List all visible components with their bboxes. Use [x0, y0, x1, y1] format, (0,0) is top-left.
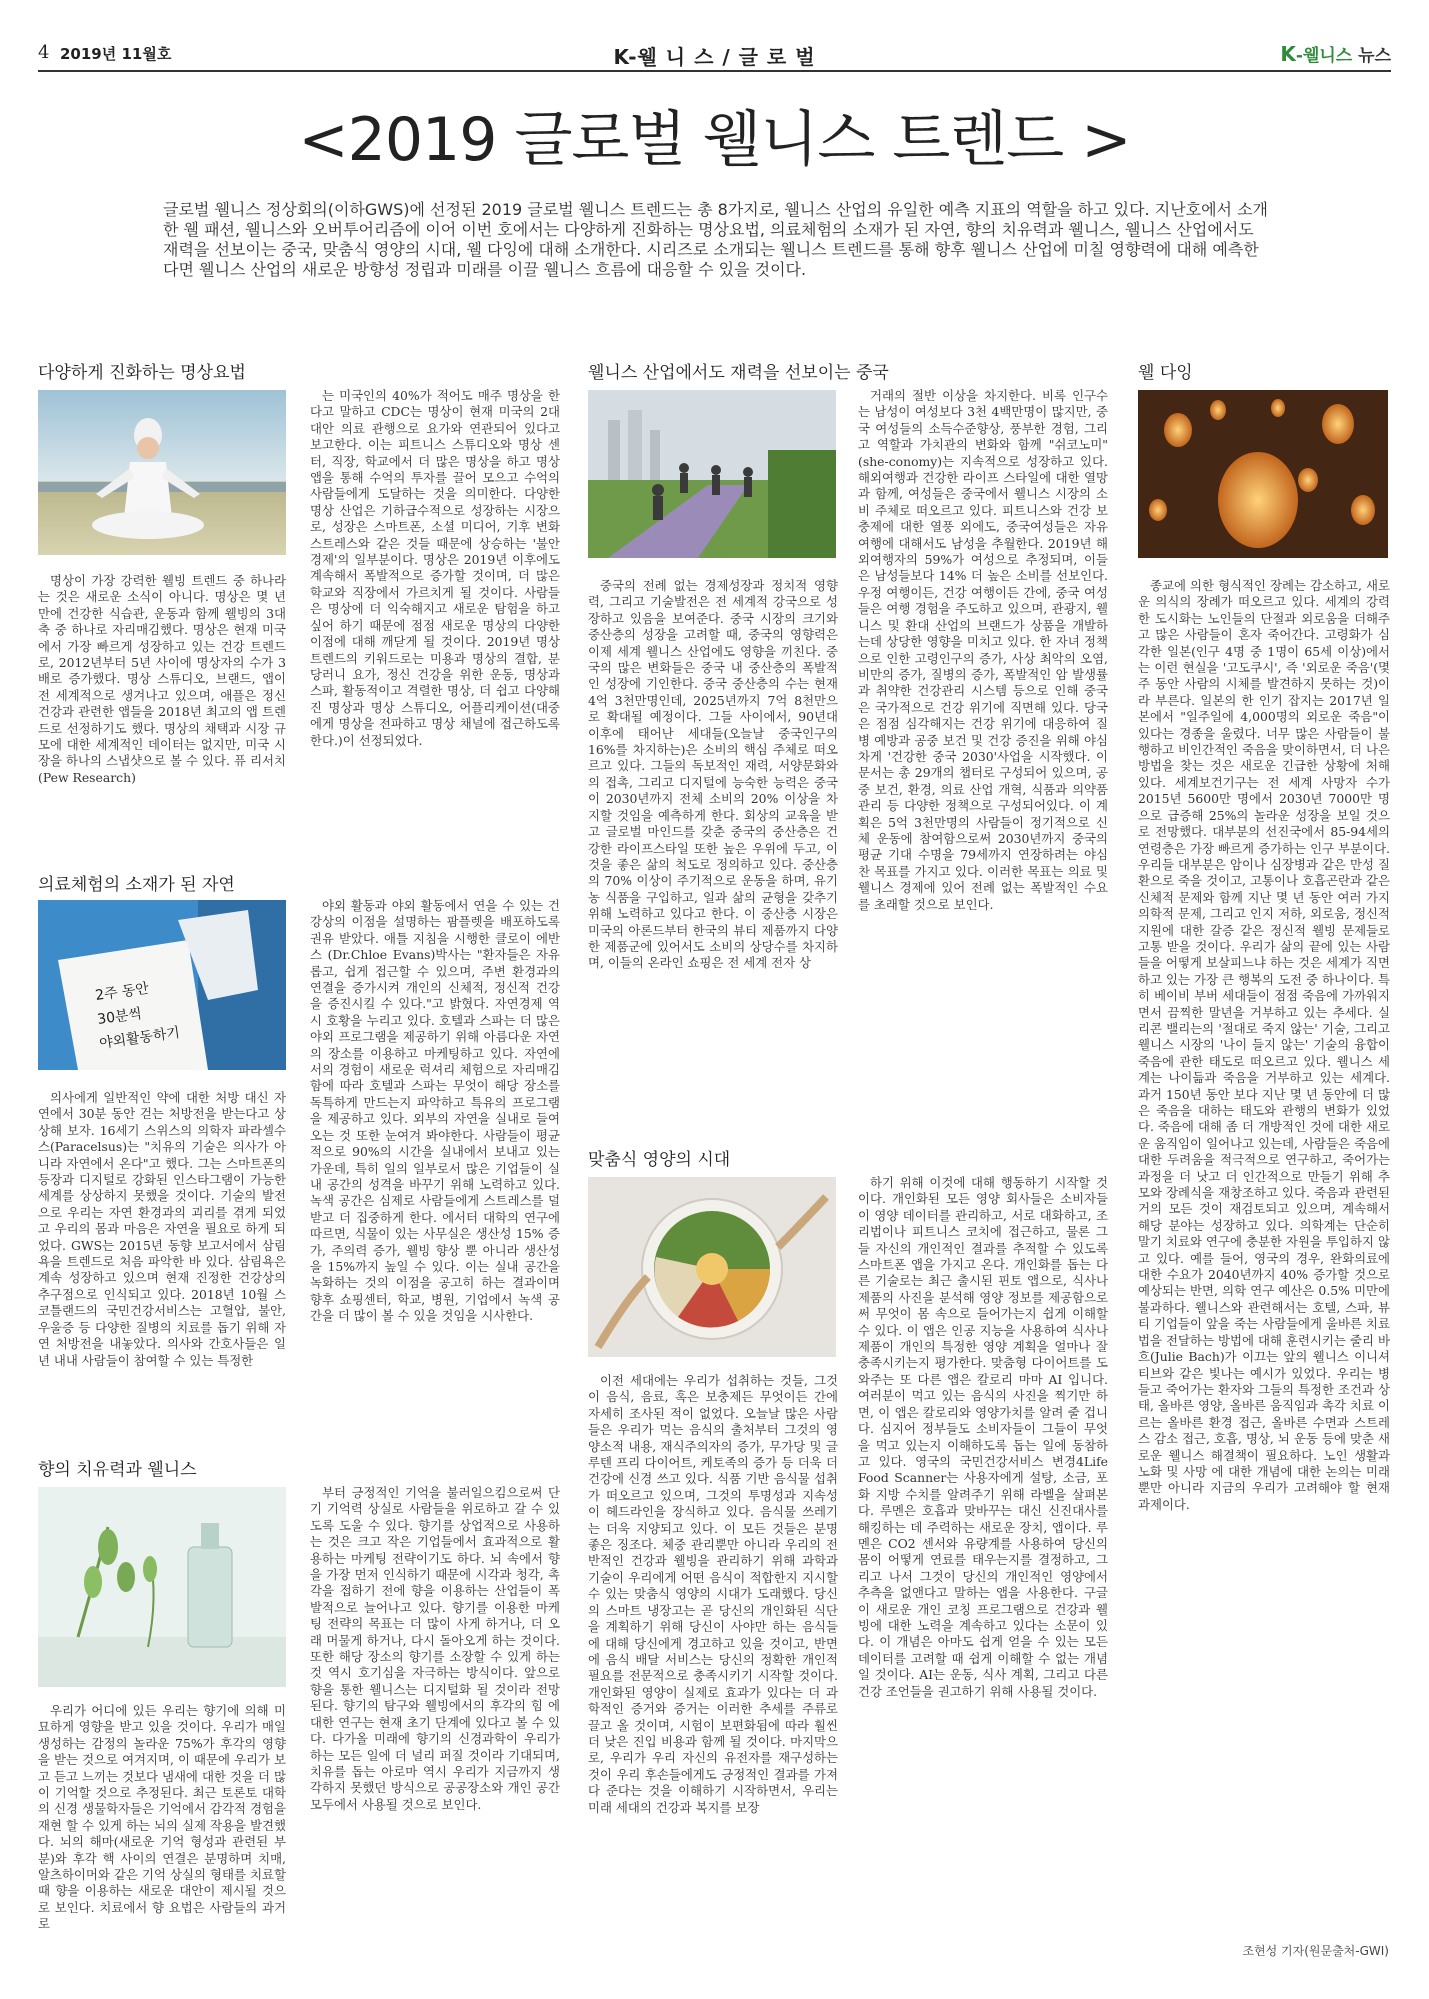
heading-meditation: 다양하게 진화하는 명상요법 — [38, 363, 246, 383]
aroma-bottle-photo — [38, 1487, 286, 1687]
page-header — [38, 38, 1391, 72]
page-number: 4 — [38, 42, 50, 63]
heading-scent: 향의 치유력과 웰니스 — [38, 1460, 197, 1480]
china-paragraph-1: 중국의 전례 없는 경제성장과 정치적 영향력, 그리고 기술발전은 전 세계적 강국으로 성장하고 있음을 보여준다. 중국 시장의 크기와 중산층의 성장을 고려할 때, 중국의 영향력은 이제 세계 웰니스 산업에도 영향을 끼친다. 중국의 많은 변화들은 중국 내 중산층의 폭발적인 성장에 기인한다. 중국 중산층의 수는 현재 4억 3천만명인데, 2025년까지 7억 8천만으로 확대될 예정이다. 그들 사이에서, 90년대 이후에 태어난 세대들(오늘날 중국인구의 16%를 차지하는)은 소비의 핵심 주체로 떠오르고 있다. 그들의 독보적인 재력, 서양문화와의 접촉, 그리고 디지털에 능숙한 능력은 중국이 2030년까지 전체 소비의 20% 이상을 차지할 것임을 예측하게 한다. 회상의 교육을 받고 글로벌 마인드를 갖춘 중국의 중산층은 건강한 라이프스타일 또한 높은 우위에 두고, 이것을 좋은 삶의 척도로 정의하고 있다. 중산층의 70% 이상이 주기적으로 운동을 하며, 유기농 식품을 구입하고, 일과 삶의 균형을 갖추기 위해 노력하고 있다고 한다. 이 중산층 시장은 미국의 아론드부터 한국의 뷰티 제품까지 다양한 제품군에 있어서도 소비의 상당수를 차지하며, 이들의 온라인 쇼핑은 전 세계 전자 상 — [588, 578, 838, 971]
issue-date: 2019년 11월호 — [60, 45, 172, 63]
heading-china: 웰니스 산업에서도 재력을 선보이는 중국 — [588, 363, 889, 383]
nature-paragraph-2: 야외 활동과 야외 활동에서 연을 수 있는 건강상의 이점을 설명하는 팜플렛을 배포하도록 권유 받았다. 애틀 지침을 시행한 클로이 에반스 (Dr.Chloe Evans)박사는 "환자들은 자유롭고, 쉽게 접근할 수 있으며, 주변 환경과의 연결을 증가시켜 개인의 신체적, 정신적 건강을 증진시킬 수 있다."고 밝혔다. 자연경제 역시 호황을 누리고 있다. 호텔과 스파는 더 많은 야외 프로그램을 제공하기 위해 아름다운 자연의 장소를 이용하고 마케팅하고 있다. 자연에서의 경험이 새로운 럭셔리 체험으로 자리매김함에 따라 호텔과 스파는 무엇이 해당 장소를 독특하게 만드는지 파악하고 특유의 프로그램을 제공하고 있다. 외부의 자연을 실내로 들여오는 것 또한 눈여겨 봐야한다. 사람들이 평균적으로 90%의 시간을 실내에서 보내고 있는 가운데, 특히 일의 일부로서 많은 기업들이 실내 공간의 성격을 바꾸기 위해 노력하고 있다. 녹색 공간은 심제로 사람들에게 스트레스를 덜 받고 더 집중하게 한다. 에서터 대학의 연구에 따르면, 식물이 있는 사무실은 생산성 15% 증가, 주의력 증가, 웰빙 향상 뿐 아니라 생산성을 15%까지 높일 수 있다. 이는 실내 공간을 녹화하는 것의 이점을 공고히 하는 결과이며 향후 쇼핑센터, 학교, 병원, 기업에서 녹색 공간을 더 많이 볼 수 있을 것임을 시사한다. — [310, 898, 560, 1324]
well-dying-text — [1138, 578, 1390, 1913]
scent-paragraph-1: 우리가 어디에 있든 우리는 향기에 의해 미묘하게 영향을 받고 있을 것이다. 우리가 매일 생성하는 감정의 놀라운 75%가 후각의 영향을 받는 것으로 여겨지며, 이 때문에 우리가 보고 듣고 느끼는 것보다 냄새에 대한 것을 더 많이 기억할 것으로 추정된다. 최근 토론토 대학의 신경 생물학자들은 기억에서 감각적 경험을 재현 할 수 있게 하는 뇌의 실제 작용을 발견했다. 뇌의 해마(새로운 기억 형성과 관련된 부분)와 후각 핵 사이의 연결은 분명하며 치매, 알츠하이머와 같은 기억 상실의 형태를 치료할 때 향을 이용하는 새로운 대안이 제시될 것으로 보인다. 치료에서 향 요법은 사람들의 과거로 — [38, 1703, 286, 1932]
note-line-2: 30분씩 — [96, 1005, 143, 1028]
heading-nature: 의료체험의 소재가 된 자연 — [38, 875, 235, 895]
nutrition-paragraph-2: 하기 위해 이것에 대해 행동하기 시작할 것이다. 개인화된 모든 영양 회사들은 소비자들이 영양 데이터를 관리하고, 서로 대화하고, 조리법이나 피트니스 코치에 접근하고, 물론 그들 자신의 개인적인 결과를 추적할 수 있도록 스마트폰 앱을 가지고 온다. 개인화를 돕는 다른 기술로는 최근 출시된 핀토 앱으로, 식사나 제품의 사진을 분석해 영양 정보를 제공함으로써 무엇이 몸 속으로 들어가는지 쉽게 이해할 수 있다. 이 앱은 인공 지능을 사용하여 식사나 제품이 개인의 특정한 영양 계획을 얼마나 잘 충족시키는지 평가한다. 맞춤형 다이어트를 도와주는 또 다른 앱은 칼로리 마마 AI 입니다. 여러분이 먹고 있는 음식의 사진을 찍기만 하면, 이 앱은 칼로리와 영양가치를 알려 줄 겁니다. 심지어 정부들도 소비자들이 그들이 무엇을 먹고 있는지 이해하도록 돕는 일에 동참하고 있다. 영국의 국민건강서비스 변경4Life Food Scanner는 사용자에게 설탕, 소금, 포화 지방 수치를 알려주기 위해 라벨을 살펴본다. 루멘은 호흡과 맞바꾸는 대신 신진대사를 해킹하는 데 주력하는 새로운 장치, 앱이다. 루멘은 CO2 센서와 유량계를 사용하여 당신의 몸이 어떻게 연료를 태우는지를 결정하고, 그리고 나서 그것이 당신의 개인적인 영양에서 추측을 없앤다고 말하는 앱을 사용한다. 구글이 새로운 개인 코칭 프로그램으로 건강과 웰빙에 대한 노력을 계속하고 있다는 소문이 있다. 이 개념은 아마도 쉽게 얻을 수 있는 모든 데이터를 고려할 때 쉽게 이해할 수 없는 개념일 것이다. AI는 운동, 식사 계획, 그리고 다른 건강 조언들을 권고하기 위해 사용될 것이다. — [858, 1175, 1108, 1699]
meditation-text-col2 — [310, 388, 560, 833]
scent-text-col1 — [38, 1703, 286, 1965]
china-paragraph-2: 거래의 절반 이상을 차지한다. 비록 인구수는 남성이 여성보다 3천 4백만명이 많지만, 중국 여성들의 소득수준향상, 풍부한 경험, 그리고 역할과 가치관의 변화와 함께 "쉬코노미"(she-conomy)는 지속적으로 성장하고 있다. 해외여행과 건강한 라이프 스타일에 대한 열망과 함께, 여성들은 중국에서 웰니스 시장의 소비 주체로 떠오르고 있다. 피트니스와 건강 보충제에 대한 열풍 외에도, 중국여성들은 자유여행에 대해서도 남성을 추월한다. 2019년 해외여행자의 59%가 여성으로 추정되며, 이들은 남성들보다 14% 더 높은 소비를 선보인다. 우정 여행이든, 건강 여행이든 간에, 중국 여성들은 여행 경험을 주도하고 있으며, 관광지, 웰니스 및 환대 산업의 브랜드가 상품을 개발하는데 상당한 영향을 미치고 있다. 한 자녀 정책으로 인한 고령인구의 증가, 사상 최악의 오염, 비만의 증가, 질병의 증가, 폭발적인 암 발생률과 취약한 건강관리 시스템 등으로 인해 중국은 국가적으로 건강 위기에 직면해 있다. 당국은 점점 심각해지는 건강 위기에 대응하여 질병 예방과 공중 보건 및 건강 증진을 위해 야심차게 '건강한 중국 2030'사업을 시작했다. 이 문서는 총 29개의 챕터로 구성되어 있으며, 공중 보건, 환경, 의료 산업 개혁, 식품과 의약품 관리 등 다양한 정책으로 구성되어있다. 이 계획은 5억 3천만명의 사람들이 정기적으로 신체 운동에 참여함으로써 2030년까지 중국의 평균 기대 수명을 79세까지 연장하려는 야심찬 목표를 가지고 있다. 이러한 목표는 의료 및 웰니스 경제에 있어 전례 없는 폭발적인 수요를 초래할 것으로 보인다. — [858, 388, 1108, 912]
heading-nutrition: 맞춤식 영양의 시대 — [588, 1150, 731, 1170]
section-title: K-웰 니 스 / 글 로 벌 — [613, 45, 816, 69]
meditation-text-col1 — [38, 573, 286, 831]
page-title: <2019 글로벌 웰니스 트렌드 > — [298, 105, 1131, 175]
nutrition-paragraph-1: 이전 세대에는 우리가 섭취하는 것들, 그것이 음식, 음료, 혹은 보충제든 무엇이든 간에 자세히 조사된 적이 없었다. 오늘날 많은 사람들은 우리가 먹는 음식의 출처부터 그것의 영양소적 내용, 재식주의자의 증가, 무가당 및 글루텐 프리 다이어트, 케토족의 증가 등 더욱 더 건강에 신경 쓰고 있다. 식품 기반 음식물 섭취가 떠오르고 있으며, 그것의 투명성과 지속성이 헤드라인을 장식하고 있다. 음식물 쓰레기는 더욱 지양되고 있다. 이 모든 것들은 분명 좋은 징조다. 체중 관리뿐만 아니라 우리의 전반적인 건강과 웰빙을 관리하기 위해 과학과 기술이 우리에게 어떤 음식이 적합한지 지시할 수 있는 맞춤식 영양의 시대가 도래했다. 당신의 스마트 냉장고는 곧 당신의 개인화된 식단을 계획하기 위해 당신이 사야만 하는 음식들에 대해 당신에게 경고하고 있을 것이고, 반면에 음식 배달 서비스는 당신의 정확한 개인적 필요를 전문적으로 충족시키기 시작할 것이다. 개인화된 영양이 실제로 효과가 있다는 더 과학적인 증거와 증거는 이러한 추세를 주류로 끌고 올 것이며, 시험이 보편화됨에 따라 훨씬 더 낮은 진입 비용과 함께 될 것이다. 마지막으로, 우리가 우리 자신의 유전자를 재구성하는 것이 우리 후손들에게도 긍정적인 결과를 가져다 준다는 것을 이해하기 시작하면서, 우리는 미래 세대의 건강과 복지를 보장 — [588, 1373, 838, 1815]
nature-paragraph-1: 의사에게 일반적인 약에 대한 처방 대신 자연에서 30분 동안 걷는 처방전을 받는다고 상상해 보자. 16세기 스위스의 의학자 파라셀수스(Paracelsus)는 "치유의 기술은 의사가 아니라 자연에서 온다"고 했다. 그는 스마트폰의 등장과 디지털로 강화된 인스타그램이 가능한 세계를 상상하지 못했을 것이다. 기술의 발전으로 우리는 자연 환경과의 괴리를 겪게 되었고 우리의 몸과 마음은 자연을 필요로 하게 되었다. GWS는 2015년 동향 보고서에서 삼림욕을 트렌드로 처음 파악한 바 있다. 삼림욕은 계속 성장하고 있으며 현재 진정한 건강상의 추구점으로 인식되고 있다. 2018년 10월 스코틀랜드의 국민건강서비스는 고혈압, 불안, 우울증 등 다양한 질병의 치료를 돕기 위해 자연 처방전을 내놓았다. 의사와 간호사들은 일 년 내내 사람들이 참여할 수 있는 특정한 — [38, 1090, 286, 1368]
nature-text-col2 — [310, 898, 560, 1398]
yoga-group-photo — [588, 390, 836, 558]
brand-k: K — [1280, 42, 1296, 66]
author-credit: 조현성 기자(원문출처-GWI) — [1242, 1944, 1389, 1958]
heading-well-dying: 웰 다잉 — [1138, 363, 1193, 383]
healthy-bowl-photo — [588, 1177, 836, 1357]
scent-paragraph-2: 부터 긍정적인 기억을 불러일으킴으로써 단기 기억력 상실로 사람들을 위로하고 갈 수 있도록 도울 수 있다. 향기를 상업적으로 사용하는 것은 크고 작은 기업들에서 효과적으로 활용하는 마케팅 전략이기도 하다. 뇌 속에서 향을 가장 먼저 인식하기 때문에 시각과 청각, 촉각을 접하기 전에 향을 이용하는 산업들이 폭발적으로 늘어나고 있다. 향기를 이용한 마케팅 전략의 목표는 더 많이 사게 하거나, 더 오래 머물게 하거나, 다시 돌아오게 하는 것이다. 또한 해당 장소의 향기를 소장할 수 있게 하는 것 역시 호기심을 자극하는 방식이다. 앞으로 향을 통한 웰니스는 디지털화 될 것이라 전망된다. 향기의 탐구와 웰빙에서의 후각의 힘 에 대한 연구는 현재 초기 단계에 있다고 볼 수 있다. 다가올 미래에 향기의 신경과학이 우리가 하는 모든 일에 더 널리 퍼질 것이라 기대되며, 치유를 돕는 아로마 역시 우리가 지금까지 생각하지 못했던 방식으로 공공장소와 개인 공간 모두에서 사용될 것으로 보인다. — [310, 1485, 560, 1812]
nutrition-text-col1 — [588, 1373, 838, 1965]
well-dying-paragraph: 종교에 의한 형식적인 장례는 감소하고, 새로운 의식의 장례가 떠오르고 있다. 세계의 강력한 도시화는 노인들의 단절과 외로움을 더해주고 많은 사람들이 혼자 죽어간다. 고령화가 심각한 일본(인구 4명 중 1명이 65세 이상)에서는 이런 현실을 '고도쿠시', 즉 '외로운 죽음'(몇 주 동안 사람의 시체를 발견하지 못하는 것)이라 부른다. 일본의 한 인기 잡지는 2017년 일본에서 "일주일에 4,000명의 외로운 죽음"이 있다는 경종을 울렸다. 너무 많은 사람들이 불행하고 비인간적인 죽음을 맞이하면서, 더 나은 방법을 찾는 것은 새로운 긴급한 상황에 처해 있다. 세계보건기구는 전 세계 사망자 수가 2015년 5600만 명에서 2030년 7000만 명으로 급증해 25%의 놀라운 성장을 보일 것으로 전망했다. 대부분의 선진국에서 85-94세의 연령층은 가장 빠르게 증가하는 인구 부분이다. 우리들 대부분은 암이나 심장병과 같은 만성 질환으로 죽을 것이고, 고통이나 호흡곤란과 같은 신체적 문제와 함께 지난 몇 년 동안 여러 가지 의학적 문제, 그리고 인지 저하, 외로움, 정신적 지원에 대한 갈증 같은 정신적 웰빙 문제들로 고통 받을 것이다. 우리가 삶의 끝에 있는 사람들을 어떻게 보살피느냐 하는 것은 세계가 직면하고 있는 가장 큰 행복의 도전 중 하나이다. 특히 베이비 부버 세대들이 점점 죽음에 가까워지면서 끔찍한 말년을 거부하고 있는 추세다. 실리콘 밸리는의 '절대로 죽지 않는' 기술, 그리고 웰니스 시장의 '나이 들지 않는' 기술의 융합이 죽음에 관한 태도로 떠오르고 있다. 웰니스 세계는 나이듦과 죽음을 거부하고 있는 세계다. 과거 150년 동안 보다 지난 몇 년 동안에 더 많은 죽음을 대하는 태도와 관행의 변화가 있었다. 죽음에 대해 좀 더 개방적인 것에 대한 새로운 움직임이 일어나고 있는데, 사람들은 죽음에 대한 두려움을 적극적으로 연구하고, 죽어가는 과정을 더 낫고 더 인간적으로 만들기 위해 추모와 장례식을 재창조하고 있다. 죽음과 관련된 거의 모든 것이 재검토되고 있으며, 계속해서 해당 분야는 성장하고 있다. 의학계는 단순히 말기 치료와 연구에 충분한 자원을 투입하지 않고 있다. 예를 들어, 영국의 경우, 완화의료에 대한 수요가 2040년까지 40% 증가할 것으로 예상되는 반면, 의학 연구 예산은 0.5% 미만에 불과하다. 웰니스와 관련해서는 호텔, 스파, 뷰티 기업들이 앞을 죽는 사람들에게 울바른 치료법을 전달하는 방법에 대해 훈련시키는 줄리 바흐(Julie Bach)가 이끄는 앞의 웰니스 이니셔티브와 같은 빛나는 예시가 있었다. 우리는 병들고 죽어가는 환자와 그들의 특정한 조건과 상태, 올바른 영양, 올바른 움직임과 촉각 치료 이르는 올바른 환경 접근, 올바른 수면과 스트레스 감소 접근, 호흡, 명상, 뇌 운동 등에 맞춘 새로운 웰니스 해결책이 필요하다. 노인 생활과 노화 및 사망 에 대한 개념에 대한 논의는 미래 뿐만 아니라 지금의 우리가 고려해야 할 현재 과제이다. — [1138, 578, 1390, 1512]
nutrition-text-col2 — [858, 1175, 1108, 1965]
note-line-3: 야외활동하기 — [98, 1024, 181, 1052]
meditation-paragraph-1: 명상이 가장 강력한 웰빙 트렌드 중 하나라는 것은 새로운 소식이 아니다. 명상은 몇 년 만에 건강한 식습관, 운동과 함께 웰빙의 3대 축 중 하나로 자리매김했다. 명상은 현재 미국에서 가장 빠르게 성장하고 있는 건강 트렌드로, 2012년부터 5년 사이에 명상자의 수가 3배로 증가했다. 명상 스튜디오, 브랜드, 앱이 전 세계적으로 생겨나고 있으며, 애플은 정신 건강과 관련한 앱들을 2018년 최고의 앱 트렌드로 선정하기도 했다. 명상의 채택과 시장 규모에 대한 세계적인 데이터는 없지만, 미국 시장을 하나의 스냅샷으로 볼 수 있다. 퓨 리서치(Pew Research) — [38, 573, 286, 785]
nature-text-col1 — [38, 1090, 286, 1398]
brand-logo — [1280, 41, 1391, 66]
scent-text-col2 — [310, 1485, 560, 1965]
meditation-photo — [38, 390, 286, 555]
brand-news: 뉴스 — [1358, 46, 1391, 66]
lanterns-photo — [1138, 390, 1388, 558]
lead-paragraph: 글로벌 웰니스 정상회의(이하GWS)에 선정된 2019 글로벌 웰니스 트렌드는 총 8가지로, 웰니스 산업의 유일한 예측 지표의 역할을 하고 있다. 지난호에서 소개한 웰 패션, 웰니스와 오버투어리즘에 이어 이번 호에서는 다양하게 진화하는 명상요법, 의료체험의 소재가 된 자연, 향의 치유력과 웰니스, 웰니스 산업에서도 재력을 선보이는 중국, 맞춤식 영양의 시대, 웰 다잉에 대해 소개한다. 시리즈로 소개되는 웰니스 트렌드를 통해 향후 웰니스 산업에 미칠 영향력에 대해 예측한다면 웰니스 산업의 새로운 방향성 정립과 미래를 이끌 웰니스 흐름에 대응할 수 있을 것이다. — [163, 200, 1269, 279]
china-text-col1 — [588, 578, 838, 1083]
note-line-1: 2주 동안 — [94, 980, 150, 1004]
prescription-photo — [38, 900, 286, 1070]
brand-wellness: -웰니스 — [1295, 46, 1353, 66]
china-text-col2 — [858, 388, 1108, 1083]
meditation-paragraph-2: 는 미국인의 40%가 적어도 매주 명상을 한다고 말하고 CDC는 명상이 현재 미국의 2대 대안 의료 관행으로 요가와 연관되어 있다고 보고한다. 이는 피트니스 스튜디오와 명상 센터, 직장, 학교에서 더 많은 명상을 하고 명상 앱을 통해 수억의 투자를 끌어 모으고 수억의 사람들에게 도달하는 것을 의미한다. 다양한 명상 산업은 기하급수적으로 성장하는 시장으로, 성장은 스마트폰, 소셜 미디어, 기후 변화 스트레스와 같은 것들 때문에 상승하는 '불안 경제'의 일부분이다. 명상은 2019년 이후에도 계속해서 폭발적으로 증가할 것이며, 더 많은 학교와 직장에서 가르치게 될 것이다. 사람들은 명상에 더 익숙해지고 새로운 탐험을 하고 싶어 하기 때문에 점점 새로운 명상의 다양한 이점에 대해 깨닫게 될 것이다. 2019년 명상 트렌드의 키워드로는 미용과 명상의 결합, 분당러니 요가, 정신 건강을 위한 운동, 명상과 스파, 활동적이고 격렬한 명상, 더 쉽고 다양해진 명상과 명상 스튜디오, 어플리케이션(대중에게 명상을 전파하고 명상 채널에 접근하도록 한다.)이 선정되었다. — [310, 388, 560, 748]
